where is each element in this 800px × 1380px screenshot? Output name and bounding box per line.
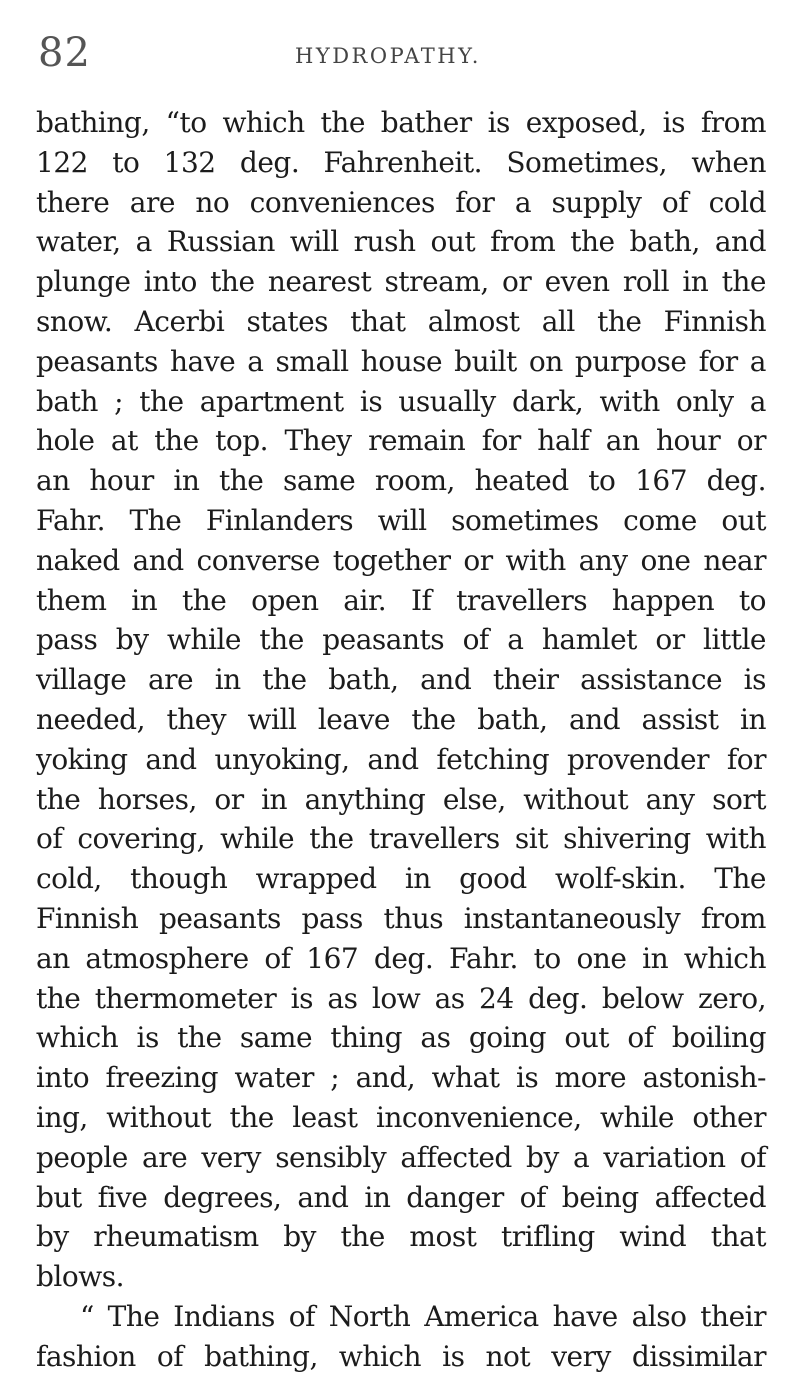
text-line: the thermometer is as low as 24 deg. below zero, [36,981,766,1015]
text-line: them in the open air. If travellers happen to [36,583,766,617]
text-line: an hour in the same room, heated to 167 deg. [36,464,766,498]
text-line: an atmosphere of 167 deg. Fahr. to one in which [36,941,766,975]
text-line: ing, without the least inconvenience, while other [36,1100,766,1134]
text-line: naked and converse together or with any one near [36,543,766,577]
text-line: yoking and unyoking, and fetching provender for [36,742,766,776]
page-header [38,28,738,78]
text-line: of covering, while the travellers sit shivering with [36,822,766,856]
text-line: bathing, “to which the bather is exposed, is from [36,106,766,139]
text-line: there are no conveniences for a supply of cold [36,185,766,219]
text-line: fashion of bathing, which is not very dissimilar [36,1339,766,1373]
paragraph-start-line: “ The Indians of North America have also their [80,1299,766,1333]
text-line: needed, they will leave the bath, and assist in [36,702,766,736]
text-line: pass by while the peasants of a hamlet or little [36,623,766,657]
text-line: snow. Acerbi states that almost all the Finnish [36,304,766,338]
text-line: 122 to 132 deg. Fahrenheit. Sometimes, when [36,145,766,179]
page-number: 82 [38,30,91,76]
running-head: HYDROPATHY. [295,44,481,68]
text-line: bath ; the apartment is usually dark, with only a [36,384,766,418]
text-line: village are in the bath, and their assistance is [36,663,766,697]
text-line: into freezing water ; and, what is more astonish- [36,1061,766,1095]
text-line: by rheumatism by the most trifling wind that [36,1220,766,1254]
text-line: hole at the top. They remain for half an hour or [36,424,766,458]
text-line: which is the same thing as going out of boiling [36,1021,766,1055]
text-line: water, a Russian will rush out from the bath, and [36,225,766,259]
text-line: the horses, or in anything else, without any sort [36,782,766,816]
text-line: people are very sensibly affected by a variation of [36,1140,766,1174]
text-line: but five degrees, and in danger of being affected [36,1180,766,1214]
text-line: Finnish peasants pass thus instantaneously from [36,901,766,935]
text-line: plunge into the nearest stream, or even roll in the [36,265,766,299]
body-text [36,103,766,1377]
text-line: peasants have a small house built on purpose for a [36,344,766,378]
text-line: cold, though wrapped in good wolf-skin. The [36,862,766,896]
text-line: Fahr. The Finlanders will sometimes come out [36,503,766,537]
paragraph-end-line: blows. [36,1260,124,1294]
